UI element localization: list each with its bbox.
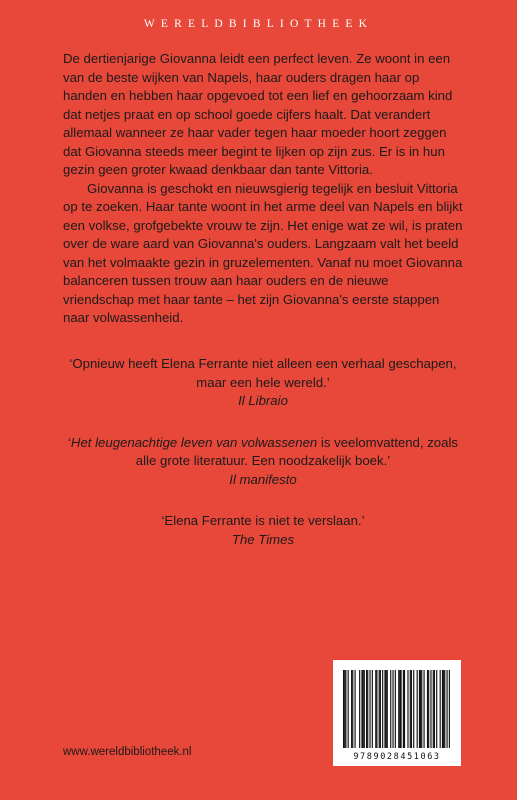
- barcode-bar: [440, 670, 441, 748]
- barcode-bar: [352, 670, 353, 748]
- barcode-bar: [434, 670, 435, 748]
- barcode-bar: [359, 670, 360, 748]
- barcode-bar: [382, 670, 383, 748]
- quote-text: [63, 434, 463, 471]
- publisher-url: www.wereldbibliotheek.nl: [63, 746, 192, 758]
- barcode-bar: [424, 670, 425, 748]
- review-quote: [63, 434, 463, 490]
- barcode-bar: [417, 670, 418, 748]
- barcode-bar: [398, 670, 399, 748]
- barcode-bar: [351, 670, 352, 748]
- barcode-bars: [333, 660, 461, 750]
- review-quote: [63, 355, 463, 411]
- isbn-barcode: [333, 660, 461, 766]
- review-quote: [63, 512, 463, 549]
- barcode-bar: [364, 670, 365, 748]
- barcode-bar: [447, 670, 448, 748]
- barcode-bar: [390, 670, 391, 748]
- barcode-bar: [367, 670, 368, 748]
- barcode-bar: [355, 670, 356, 748]
- quote-text: ‘Opnieuw heeft Elena Ferrante niet alleen een verhaal geschapen, maar een hele wereld.’: [69, 356, 457, 390]
- barcode-bar: [430, 670, 431, 748]
- barcode-bar: [387, 670, 388, 748]
- barcode-bar: [345, 670, 346, 748]
- barcode-bar: [419, 670, 420, 748]
- barcode-bar: [442, 670, 443, 748]
- barcode-bar: [403, 670, 404, 748]
- quote-open-mark: ‘: [67, 434, 71, 450]
- barcode-bar: [421, 670, 422, 748]
- barcode-bar: [428, 670, 429, 748]
- barcode-bar: [433, 670, 434, 748]
- barcode-bar: [344, 670, 345, 748]
- barcode-bar: [375, 670, 376, 748]
- book-title: Het leugenachtige leven van volwassenen: [70, 434, 318, 450]
- barcode-bar: [410, 670, 411, 748]
- barcode-bar: [436, 670, 437, 748]
- barcode-bar: [407, 670, 408, 748]
- isbn-number: 9789028451063: [353, 752, 441, 762]
- barcode-bar: [384, 670, 385, 748]
- barcode-bar: [399, 670, 400, 748]
- barcode-bar: [395, 670, 396, 748]
- barcode-bar: [392, 670, 393, 748]
- barcode-bar: [380, 670, 381, 748]
- barcode-bar: [343, 670, 344, 748]
- barcode-bar: [420, 670, 421, 748]
- quote-source: Il manifesto: [229, 471, 297, 487]
- quote-source: Il Libraio: [238, 393, 288, 408]
- barcode-bar: [369, 670, 370, 748]
- barcode-bar: [363, 670, 364, 748]
- barcode-bar: [427, 670, 428, 748]
- barcode-bar: [411, 670, 412, 748]
- blurb-paragraph-1: De dertienjarige Giovanna leidt een perfect leven. Ze woont in een van de beste wijken van Napels, haar ouders dragen haar op handen en hebben haar opgevoed tot een lief en gehoorzaam kind dat netjes praat en op school goede cijfers haalt. Dat verandert allemaal wanneer ze haar vader tegen haar moeder hoort zeggen dat Giovanna steeds meer begint te lijken op zijn zus. Er is in hun gezin geen groter kwaad denkbaar dan tante Vittoria.: [63, 51, 453, 177]
- blurb-paragraph-2: Giovanna is geschokt en nieuwsgierig tegelijk en besluit Vittoria op te zoeken. Haar tante woont in het arme deel van Napels en blijkt een volkse, grofgebekte vrouw te zijn. Het enige wat ze wil, is praten over de ware aard van Giovanna's ouders. Langzaam valt het beeld van het volmaakte gezin in gruzelementen. Vanaf nu moet Giovanna balanceren tussen trouw aan haar ouders en de nieuwe vriendschap met haar tante – het zijn Giovanna's eerste stappen naar volwassenheid.: [63, 180, 463, 325]
- barcode-bar: [386, 670, 387, 748]
- barcode-bar: [372, 670, 373, 748]
- review-quotes: [63, 355, 463, 572]
- barcode-bar: [366, 670, 367, 748]
- barcode-bar: [404, 670, 405, 748]
- barcode-bar: [361, 670, 362, 748]
- barcode-bar: [348, 670, 349, 748]
- barcode-bar: [444, 670, 445, 748]
- barcode-bar: [401, 670, 402, 748]
- barcode-bar: [379, 670, 380, 748]
- barcode-bar: [449, 670, 450, 748]
- blurb-text: [63, 50, 463, 328]
- quote-body: is veelomvattend, zoals alle grote literatuur. Een noodzakelijk boek.’: [135, 434, 459, 468]
- publisher-name: WERELDBIBLIOTHEEK: [143, 18, 374, 30]
- quote-text: ‘Elena Ferrante is niet te verslaan.’: [161, 513, 365, 528]
- barcode-bar: [376, 670, 377, 748]
- barcode-bar: [413, 670, 414, 748]
- barcode-bar: [443, 670, 444, 748]
- quote-source: The Times: [231, 531, 295, 547]
